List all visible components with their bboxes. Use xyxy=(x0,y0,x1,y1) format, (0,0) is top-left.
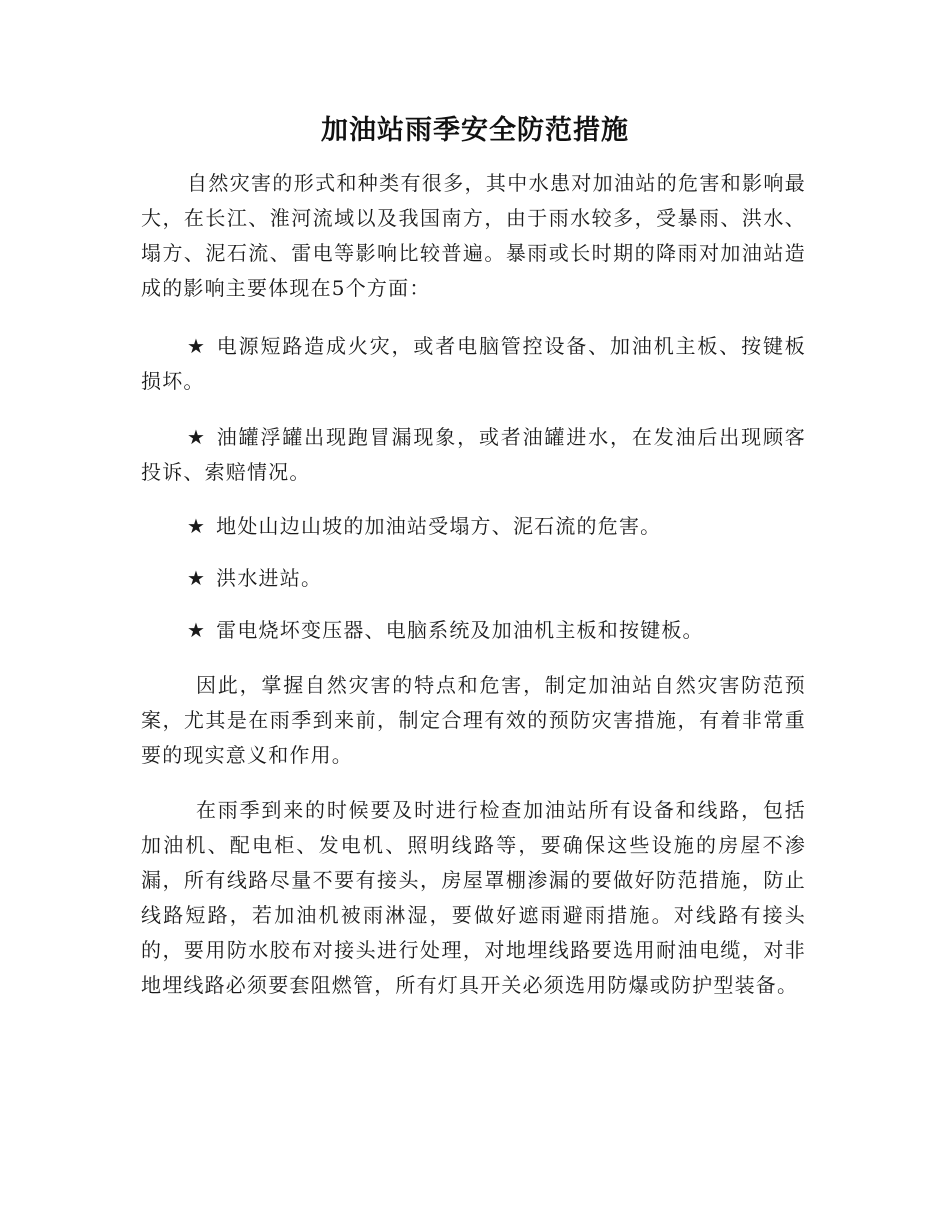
conclusion-paragraph: 因此，掌握自然灾害的特点和危害，制定加油站自然灾害防范预案，尤其是在雨季到来前，制定合理有效的预防灾害措施，有着非常重要的现实意义和作用。 xyxy=(141,673,806,767)
document-title: 加油站雨季安全防范措施 xyxy=(321,115,629,146)
star-bullet-icon: ★ xyxy=(187,334,207,358)
bullet-item xyxy=(141,329,806,399)
star-bullet-icon: ★ xyxy=(187,618,207,642)
bullet-text: 电源短路造成火灾，或者电脑管控设备、加油机主板、按键板损坏。 xyxy=(141,334,806,393)
bullet-item xyxy=(141,561,806,596)
bullet-text: 地处山边山坡的加油站受塌方、泥石流的危害。 xyxy=(216,514,662,538)
intro-paragraph: 自然灾害的形式和种类有很多，其中水患对加油站的危害和影响最大，在长江、淮河流域以及我国南方，由于雨水较多，受暴雨、洪水、塌方、泥石流、雷电等影响比较普遍。暴雨或长时期的降雨对加油站造成的影响主要体现在5个方面： xyxy=(141,171,806,300)
bullet-item xyxy=(141,420,806,490)
bullet-text: 雷电烧坏变压器、电脑系统及加油机主板和按键板。 xyxy=(216,618,704,642)
bullet-text: 油罐浮罐出现跑冒漏现象，或者油罐进水，在发油后出现顾客投诉、索赔情况。 xyxy=(141,425,806,484)
bullet-item xyxy=(141,613,806,648)
inspection-paragraph: 在雨季到来的时候要及时进行检查加油站所有设备和线路，包括加油机、配电柜、发电机、照明线路等，要确保这些设施的房屋不渗漏，所有线路尽量不要有接头，房屋罩棚渗漏的要做好防范措施，防止线路短路，若加油机被雨淋湿，要做好遮雨避雨措施。对线路有接头的，要用防水胶布对接头进行处理，对地埋线路要选用耐油电缆，对非地埋线路必须要套阻燃管，所有灯具开关必须选用防爆或防护型装备。 xyxy=(141,798,806,997)
star-bullet-icon: ★ xyxy=(187,566,207,590)
bullet-item xyxy=(141,509,806,544)
star-bullet-icon: ★ xyxy=(187,425,207,449)
bullet-text: 洪水进站。 xyxy=(216,566,323,590)
star-bullet-icon: ★ xyxy=(187,514,207,538)
